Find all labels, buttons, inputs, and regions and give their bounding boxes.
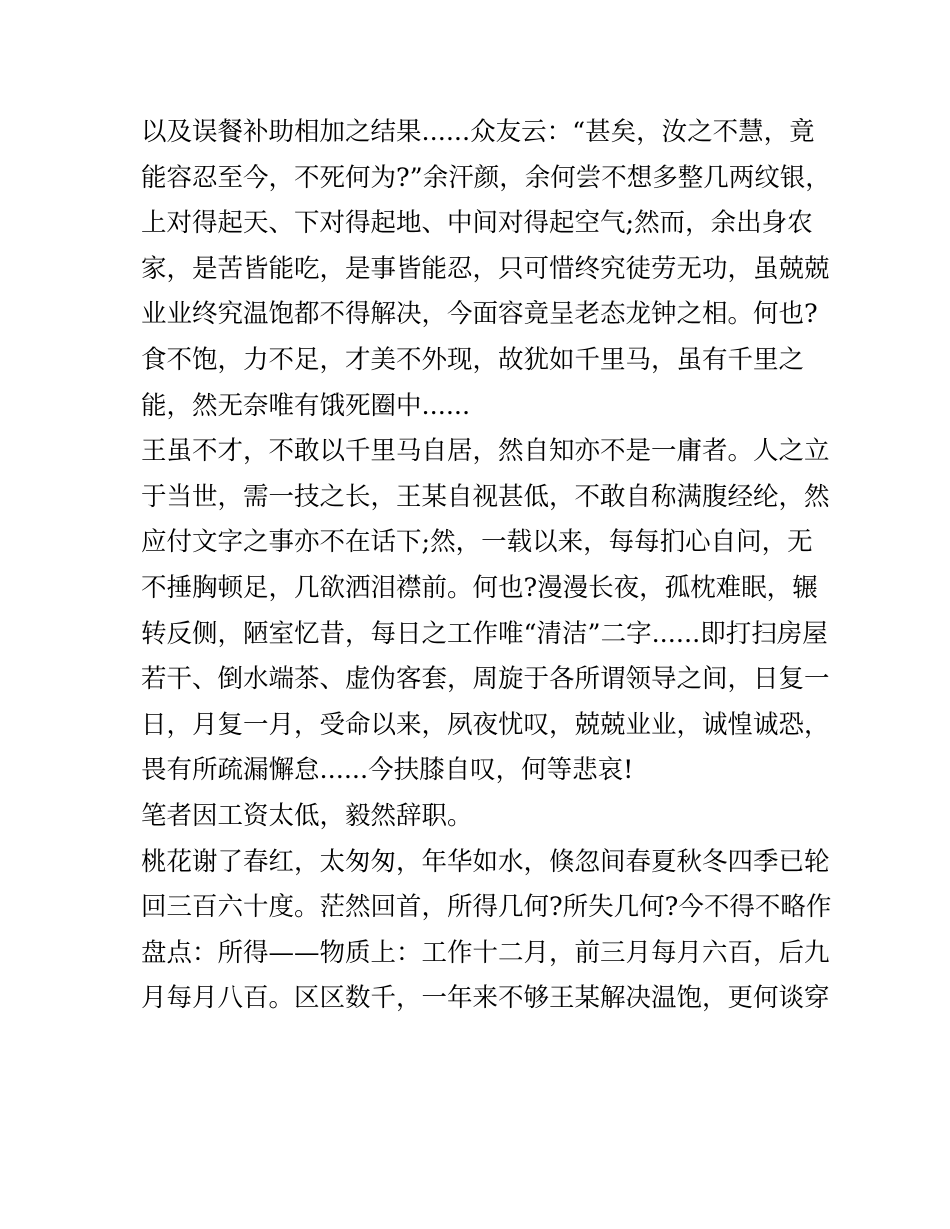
text-line: 上对得起天、下对得起地、中间对得起空气;然而，余出身农 [141, 208, 813, 239]
text-line: 业业终究温饱都不得解决，今面容竟呈老态龙钟之相。何也? [141, 299, 818, 330]
text-line: 应付文字之事亦不在话下;然，一载以来，每每扪心自问，无 [141, 527, 813, 558]
text-line: 若干、倒水端茶、虚伪客套，周旋于各所谓领导之间，日复一 [141, 664, 830, 695]
text-line: 转反侧，陋室忆昔，每日之工作唯“清洁”二字......即打扫房屋 [141, 618, 828, 649]
text-line: 家，是苦皆能吃，是事皆能忍，只可惜终究徒劳无功，虽兢兢 [141, 253, 830, 284]
text-line: 王虽不才，不敢以千里马自居，然自知亦不是一庸者。人之立 [141, 436, 830, 467]
text-line: 食不饱，力不足，才美不外现，故犹如千里马，虽有千里之 [141, 344, 805, 375]
text-line: 畏有所疏漏懈怠......今扶膝自叹，何等悲哀! [141, 755, 634, 786]
text-line: 日，月复一月，受命以来，夙夜忧叹，兢兢业业，诚惶诚恐， [141, 709, 830, 740]
text-line: 以及误餐补助相加之结果......众友云：“甚矣，汝之不慧，竟 [141, 117, 815, 147]
text-line: 能容忍至今，不死何为?”余汗颜，余何尝不想多整几两纹银， [141, 162, 831, 193]
text-line: 笔者因工资太低，毅然辞职。 [141, 800, 473, 831]
text-line: 桃花谢了春红，太匆匆，年华如水，倏忽间春夏秋冬四季已轮 [141, 846, 830, 877]
text-line: 回三百六十度。茫然回首，所得几何?所失几何?今不得不略作 [141, 892, 832, 923]
text-line: 不捶胸顿足，几欲洒泪襟前。何也?漫漫长夜，孤枕难眠，辗 [141, 572, 818, 603]
text-line: 能，然无奈唯有饿死圈中...... [141, 390, 471, 421]
document-body [141, 110, 832, 1022]
text-line: 盘点：所得——物质上：工作十二月，前三月每月六百，后九 [141, 937, 830, 968]
text-line: 于当世，需一技之长，王某自视甚低，不敢自称满腹经纶，然 [141, 481, 830, 512]
text-line: 月每月八百。区区数千，一年来不够王某解决温饱，更何谈穿 [141, 983, 830, 1014]
